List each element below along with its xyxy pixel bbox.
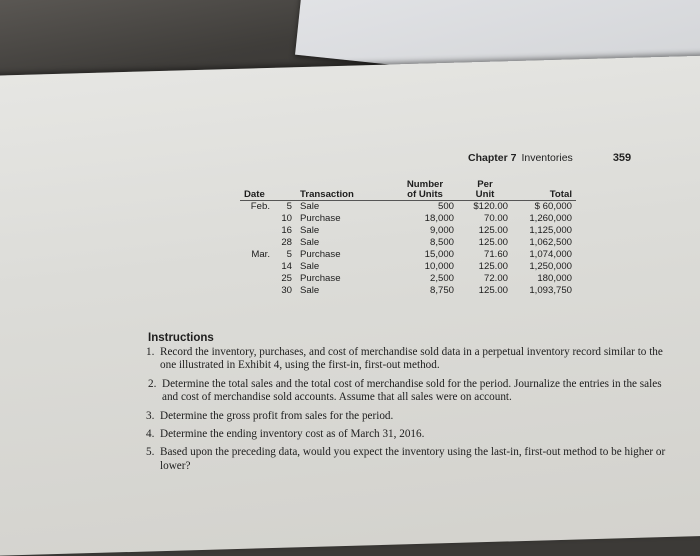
instruction-item (128, 446, 668, 473)
row-day: 10 (281, 213, 292, 224)
row-month (240, 213, 274, 225)
row-day: 16 (281, 225, 292, 236)
row-units: 10,000 (424, 261, 454, 272)
instruction-item (130, 378, 668, 405)
row-transaction: Sale (300, 261, 320, 272)
row-total: 1,250,000 (529, 261, 572, 272)
table-header-row (240, 190, 576, 201)
date-header: Date (240, 190, 296, 201)
total-header: Total (512, 190, 576, 201)
instruction-text: Determine the total sales and the total cost of merchandise sold for the period. Journalize the entries in the sales and cost of merchandise sold accounts. Assume that all sales were on account. (162, 377, 662, 404)
row-total: 1,260,000 (529, 213, 572, 224)
table-row (240, 237, 576, 249)
row-total: $ 60,000 (534, 201, 572, 212)
row-units: 2,500 (429, 273, 454, 284)
row-month (240, 237, 274, 249)
row-month (240, 273, 274, 285)
row-per-unit: 125.00 (478, 285, 508, 296)
instructions-list (128, 346, 668, 473)
row-per-unit: 70.00 (483, 213, 508, 224)
row-total: 1,093,750 (529, 285, 572, 296)
transaction-header: Transaction (296, 190, 392, 201)
table-row (240, 261, 576, 273)
instruction-item (128, 428, 668, 441)
row-day: 25 (281, 273, 292, 284)
table-row (240, 213, 576, 225)
row-total: 1,074,000 (529, 249, 572, 260)
instruction-item (128, 346, 668, 373)
row-units: 8,750 (429, 285, 454, 296)
instruction-number: 4. (146, 428, 155, 441)
table-row (240, 273, 576, 285)
instruction-number: 1. (146, 346, 155, 358)
row-month (240, 285, 274, 297)
table-row (240, 201, 576, 214)
row-day: 28 (281, 237, 292, 248)
row-units: 500 (437, 201, 454, 212)
inventory-table (240, 180, 576, 297)
instructions-section (128, 332, 668, 478)
instruction-number: 2. (148, 377, 157, 390)
row-month (240, 261, 274, 273)
page-header (468, 152, 631, 164)
row-total: 1,062,500 (529, 237, 572, 248)
row-transaction: Purchase (300, 273, 341, 284)
row-per-unit: 71.60 (483, 249, 508, 260)
table-row (240, 225, 576, 237)
row-transaction: Purchase (300, 213, 341, 224)
instruction-item (128, 410, 668, 423)
row-transaction: Purchase (300, 249, 341, 260)
table-row (240, 285, 576, 297)
instruction-text: Determine the ending inventory cost as of March 31, 2016. (160, 428, 425, 441)
row-units: 8,500 (429, 237, 454, 248)
instruction-text: Record the inventory, purchases, and cost of merchandise sold data in a perpetual inventory record similar to the one illustrated in Exhibit 4, using the first-in, first-out method. (160, 346, 663, 372)
row-total: 1,125,000 (529, 225, 572, 236)
row-total: 180,000 (537, 273, 572, 284)
row-month: Mar. (251, 249, 270, 260)
instructions-heading: Instructions (148, 332, 214, 344)
instruction-number: 5. (146, 446, 155, 459)
row-per-unit: 125.00 (478, 237, 508, 248)
instruction-text: Based upon the preceding data, would you expect the inventory using the last-in, first-out method to be higher or lower? (160, 446, 666, 472)
unit-header-line2: Unit (458, 190, 512, 201)
row-per-unit: $120.00 (473, 201, 508, 212)
row-units: 9,000 (429, 225, 454, 236)
row-per-unit: 125.00 (478, 261, 508, 272)
row-month: Feb. (250, 201, 270, 212)
row-day: 14 (281, 261, 292, 272)
units-header-line2: of Units (392, 190, 458, 201)
page-number: 359 (612, 152, 632, 164)
row-units: 18,000 (424, 213, 454, 224)
unit-header-line1: Per (477, 179, 493, 190)
row-units: 15,000 (424, 249, 454, 260)
row-transaction: Sale (300, 285, 320, 296)
textbook-page (0, 55, 700, 556)
row-transaction: Sale (300, 225, 320, 236)
units-header-line1: Number (406, 179, 444, 190)
instruction-number: 3. (146, 409, 155, 422)
row-per-unit: 125.00 (478, 225, 508, 236)
table-row (240, 249, 576, 261)
section-title: Inventories (521, 152, 573, 164)
row-transaction: Sale (300, 237, 320, 248)
row-month (240, 225, 274, 237)
chapter-label: Chapter 7 (468, 152, 517, 164)
row-per-unit: 72.00 (483, 273, 508, 284)
row-day: 5 (286, 249, 292, 260)
row-day: 30 (281, 285, 292, 296)
instruction-text: Determine the gross profit from sales for the period. (160, 409, 394, 422)
row-transaction: Sale (300, 201, 320, 212)
row-day: 5 (286, 201, 292, 212)
